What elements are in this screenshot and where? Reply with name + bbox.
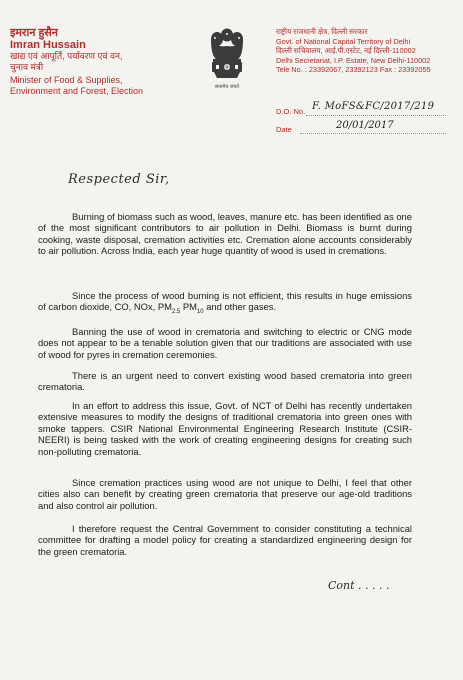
date-rule [300,133,446,134]
paragraph-request: I therefore request the Central Government to consider constituting a technical committee for drafting a model policy for creating a standardized engineering design for the green crematoria. [38,523,412,557]
address-english: Delhi Secretariat, I.P. Estate, New Delhi-110002 [276,55,431,65]
minister-name-hindi: इमरान हुसैन [10,27,58,39]
do-number-rule [306,115,446,116]
paragraph-emissions-text: Since the process of wood burning is not efficient, this results in huge emissions of carbon dioxide, CO, NOx, PM [38,290,412,313]
address-hindi: दिल्ली सचिवालय, आई.पी.एस्टेट, नई दिल्ली-110002 [276,46,416,56]
paragraph-emissions-end: and other gases. [203,301,277,313]
national-emblem [203,26,251,94]
do-number-label: D.O. No. [276,107,306,116]
govt-name-english: Govt. of National Capital Territory of Delhi [276,36,411,46]
paragraph-urgent-need: There is an urgent need to convert existing wood based crematoria into green crematoria. [38,370,412,393]
pm-subscript-2: 10 [196,309,204,316]
emblem-motto: सत्यमेव जयते [214,84,240,90]
paragraph-emissions [38,290,412,319]
paragraph-other-cities: Since cremation practices using wood are not unique to Delhi, I feel that other cities also can benefit by creating green crematoria that preserve our age-old traditions and also control air pollution. [38,477,412,511]
salutation: Respected Sir, [68,172,170,187]
letterhead-left [10,27,185,96]
designation-english-1: Minister of Food & Supplies, [10,75,123,85]
date-value: 20/01/2017 [336,120,394,131]
phone-fax: Tele No. : 23392067, 23392123 Fax : 23392055 [276,65,431,75]
do-number-value: F. MoFS&FC/2017/219 [312,101,435,112]
date-label: Date [276,125,292,134]
minister-name-english: Imran Hussain [10,39,86,51]
designation-hindi-2: चुनाव मंत्री [10,61,44,72]
letterhead-right [276,27,461,75]
designation-hindi-1: खाद्य एवं आपूर्ति, पर्यावरण एवं वन, [10,51,123,61]
pm-subscript-1: 2.5 [171,309,181,316]
paragraph-emissions-mid: PM [180,301,197,313]
govt-name-hindi: राष्ट्रीय राजधानी क्षेत्र, दिल्ली सरकार [276,27,368,36]
paragraph-delhi-measures: In an effort to address this issue, Govt. of NCT of Delhi has recently undertaken extensive measures to modify the designs of traditional crematoria into green ones with smoke tappers. CSIR National Environmental Engineering Research Institute (CSIR-NEERI) is being tasked with the work of creating engineering designs for creating such non-polluting crematoria. [38,400,412,457]
continuation-mark: Cont . . . . . [328,579,390,592]
paragraph-biomass: Burning of biomass such as wood, leaves, manure etc. has been identified as one of the most significant contributors to air pollution in Delhi. Biomass is burnt during cooking, waste disposal, cremation activities etc. Cremation alone accounts considerably to air pollution. Across India, each year huge quantity of wood is used in cremations. [38,211,412,257]
paragraph-banning: Banning the use of wood in crematoria and switching to electric or CNG mode does not appear to be a tenable solution given that our traditions are associated with use of wood for pyres in cremation ceremonies. [38,326,412,360]
designation-english-2: Environment and Forest, Election [10,85,144,96]
lion-capital-icon [207,26,247,84]
